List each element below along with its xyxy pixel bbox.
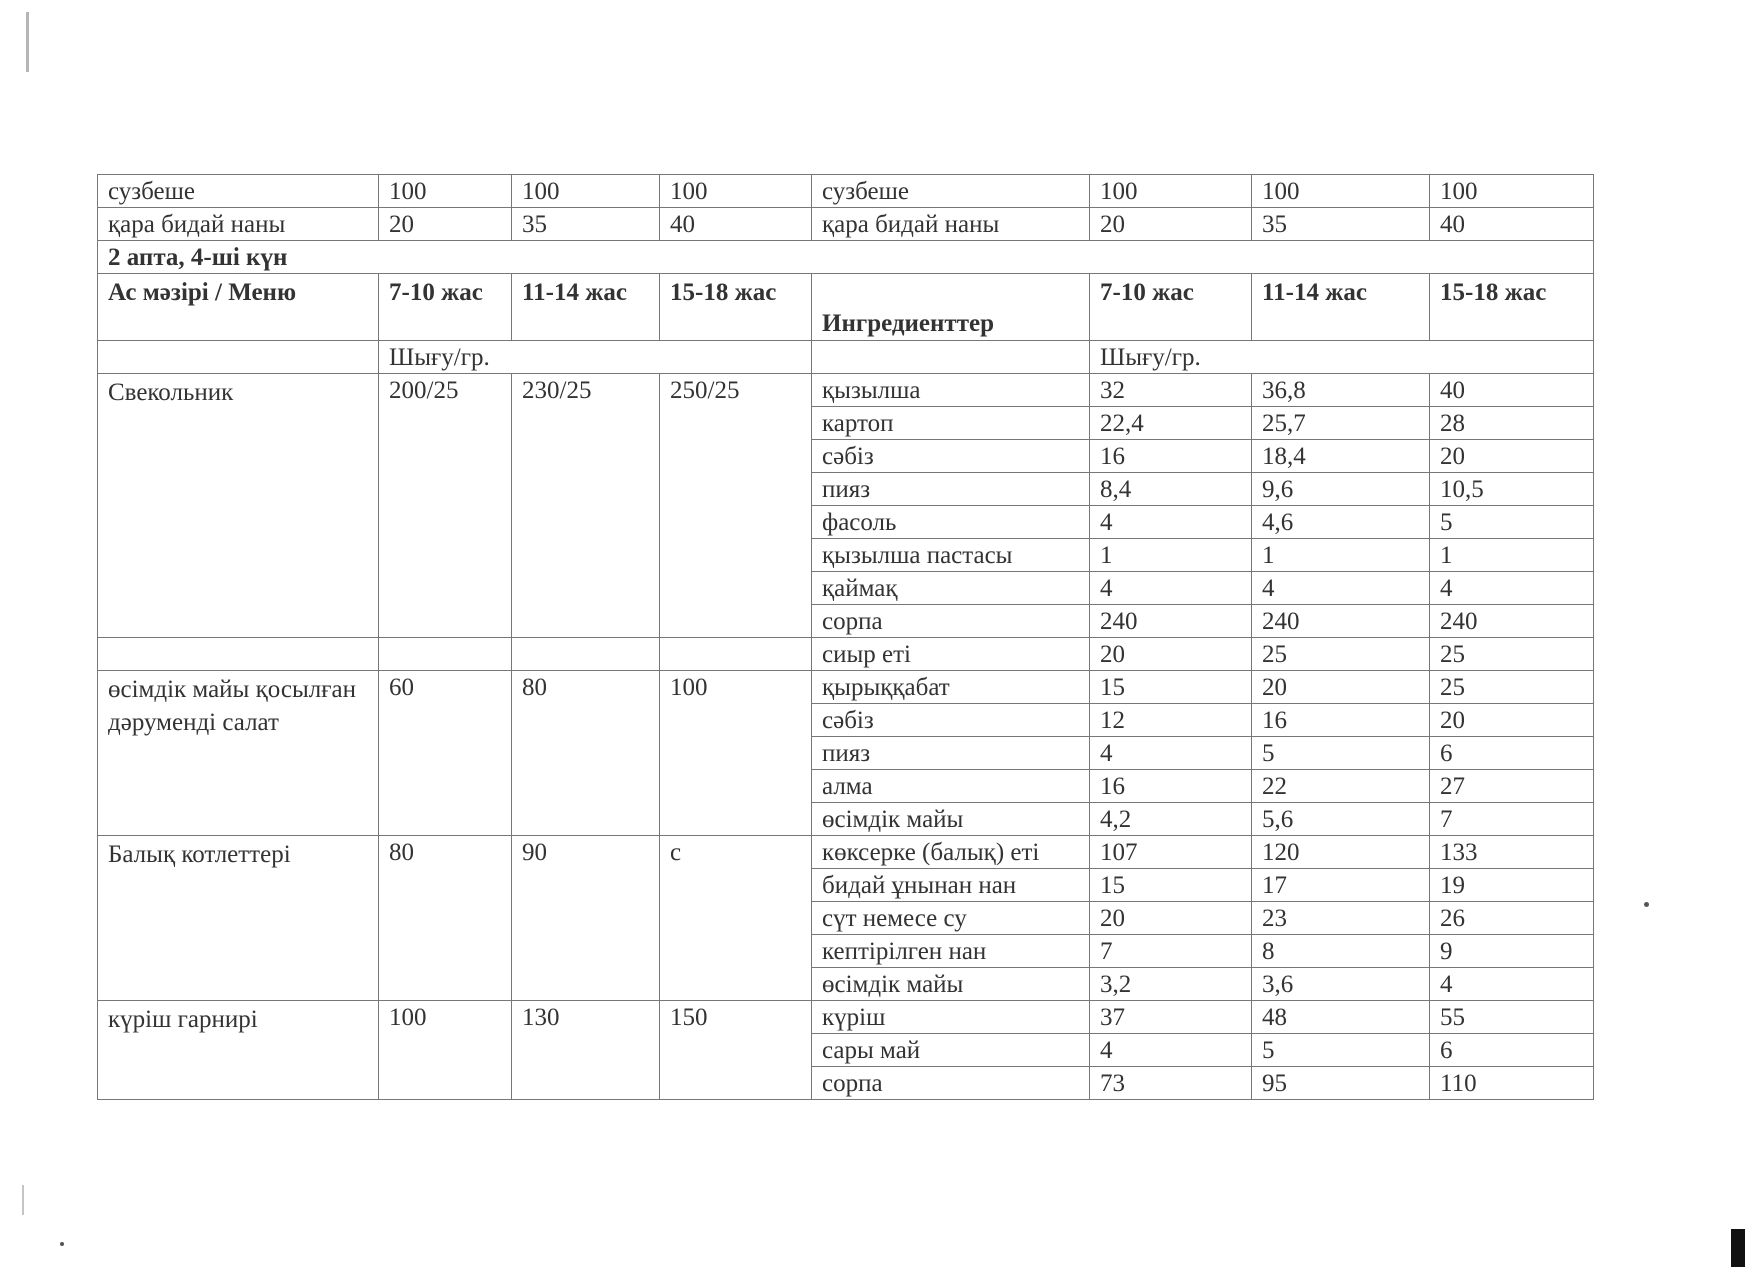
ingredient-7-10-cell: 16 xyxy=(1090,440,1252,473)
yield-15-18-cell: 150 xyxy=(660,1001,812,1100)
ingredient-7-10-cell: 100 xyxy=(1090,175,1252,208)
ingredient-name-cell: қызылша пастасы xyxy=(812,539,1090,572)
header-age-15-18: 15-18 жас xyxy=(660,274,812,341)
header-ingr-age-7-10: 7-10 жас xyxy=(1090,274,1252,341)
ingredient-11-14-cell: 36,8 xyxy=(1252,374,1430,407)
scan-speck xyxy=(60,1242,64,1246)
dish-name-cell: Балық котлеттері xyxy=(98,836,379,1001)
ingredient-11-14-cell: 9,6 xyxy=(1252,473,1430,506)
ingredient-11-14-cell: 22 xyxy=(1252,770,1430,803)
yield-7-10-cell: 20 xyxy=(379,208,512,241)
yield-11-14-cell xyxy=(512,638,660,671)
ingredient-11-14-cell: 95 xyxy=(1252,1067,1430,1100)
table-row xyxy=(98,175,1594,208)
section-title: 2 апта, 4-ші күн xyxy=(98,241,1594,274)
dish-name-cell: өсімдік майы қосылған дәруменді салат xyxy=(98,671,379,836)
ingredient-name-cell: сузбеше xyxy=(812,175,1090,208)
ingredient-7-10-cell: 15 xyxy=(1090,671,1252,704)
ingredient-7-10-cell: 15 xyxy=(1090,869,1252,902)
header-age-7-10: 7-10 жас xyxy=(379,274,512,341)
yield-7-10-cell: 100 xyxy=(379,1001,512,1100)
ingredient-7-10-cell: 3,2 xyxy=(1090,968,1252,1001)
yield-15-18-cell: 250/25 xyxy=(660,374,812,638)
yield-15-18-cell xyxy=(660,638,812,671)
ingredient-7-10-cell: 1 xyxy=(1090,539,1252,572)
ingredient-15-18-cell: 20 xyxy=(1430,440,1594,473)
ingredient-11-14-cell: 48 xyxy=(1252,1001,1430,1034)
ingredient-15-18-cell: 10,5 xyxy=(1430,473,1594,506)
ingredient-15-18-cell: 55 xyxy=(1430,1001,1594,1034)
ingredient-11-14-cell: 25,7 xyxy=(1252,407,1430,440)
section-title-row xyxy=(98,241,1594,274)
header-ingredients: Ингредиенттер xyxy=(812,274,1090,341)
ingredient-7-10-cell: 8,4 xyxy=(1090,473,1252,506)
yield-7-10-cell: 100 xyxy=(379,175,512,208)
header-ingr-age-11-14: 11-14 жас xyxy=(1252,274,1430,341)
scan-corner-mark xyxy=(1731,1229,1745,1267)
ingredient-11-14-cell: 100 xyxy=(1252,175,1430,208)
ingredient-11-14-cell: 25 xyxy=(1252,638,1430,671)
ingredient-7-10-cell: 12 xyxy=(1090,704,1252,737)
yield-7-10-cell: 80 xyxy=(379,836,512,1001)
ingredient-7-10-cell: 20 xyxy=(1090,902,1252,935)
ingredient-7-10-cell: 22,4 xyxy=(1090,407,1252,440)
ingredient-11-14-cell: 17 xyxy=(1252,869,1430,902)
ingredient-15-18-cell: 40 xyxy=(1430,208,1594,241)
ingredient-11-14-cell: 5 xyxy=(1252,1034,1430,1067)
ingredient-15-18-cell: 6 xyxy=(1430,1034,1594,1067)
dish-name-cell xyxy=(98,638,379,671)
menu-table xyxy=(97,174,1594,1100)
ingredient-15-18-cell: 28 xyxy=(1430,407,1594,440)
yield-15-18-cell: с xyxy=(660,836,812,1001)
ingredient-15-18-cell: 25 xyxy=(1430,638,1594,671)
ingredient-name-cell: сиыр еті xyxy=(812,638,1090,671)
ingredient-15-18-cell: 4 xyxy=(1430,968,1594,1001)
ingredient-name-cell: сәбіз xyxy=(812,704,1090,737)
header-row xyxy=(98,274,1594,341)
ingredient-15-18-cell: 20 xyxy=(1430,704,1594,737)
ingredient-15-18-cell: 110 xyxy=(1430,1067,1594,1100)
ingredient-name-cell: сәбіз xyxy=(812,440,1090,473)
yield-label-row xyxy=(98,341,1594,374)
ingredient-7-10-cell: 4 xyxy=(1090,737,1252,770)
ingredient-name-cell: сорпа xyxy=(812,1067,1090,1100)
ingredient-name-cell: өсімдік майы xyxy=(812,803,1090,836)
ingredient-name-cell: қара бидай наны xyxy=(812,208,1090,241)
header-age-11-14: 11-14 жас xyxy=(512,274,660,341)
yield-7-10-cell: 200/25 xyxy=(379,374,512,638)
ingredient-7-10-cell: 20 xyxy=(1090,208,1252,241)
yield-11-14-cell: 100 xyxy=(512,175,660,208)
header-menu: Ас мәзірі / Меню xyxy=(98,274,379,341)
ingredient-15-18-cell: 40 xyxy=(1430,374,1594,407)
yield-15-18-cell: 100 xyxy=(660,175,812,208)
yield-7-10-cell: 60 xyxy=(379,671,512,836)
ingredient-7-10-cell: 7 xyxy=(1090,935,1252,968)
dish-name-cell: қара бидай наны xyxy=(98,208,379,241)
scan-edge-mark xyxy=(22,1185,24,1215)
yield-label-ingredients: Шығу/гр. xyxy=(1090,341,1594,374)
empty-cell xyxy=(812,341,1090,374)
dish-name-cell: күріш гарнирі xyxy=(98,1001,379,1100)
table-row xyxy=(98,374,1594,407)
table-row xyxy=(98,836,1594,869)
ingredient-11-14-cell: 4 xyxy=(1252,572,1430,605)
ingredient-15-18-cell: 1 xyxy=(1430,539,1594,572)
ingredient-7-10-cell: 20 xyxy=(1090,638,1252,671)
empty-cell xyxy=(98,341,379,374)
ingredient-11-14-cell: 3,6 xyxy=(1252,968,1430,1001)
ingredient-name-cell: сорпа xyxy=(812,605,1090,638)
yield-11-14-cell: 130 xyxy=(512,1001,660,1100)
header-ingr-age-15-18: 15-18 жас xyxy=(1430,274,1594,341)
ingredient-name-cell: сары май xyxy=(812,1034,1090,1067)
ingredient-11-14-cell: 8 xyxy=(1252,935,1430,968)
ingredient-11-14-cell: 120 xyxy=(1252,836,1430,869)
ingredient-15-18-cell: 27 xyxy=(1430,770,1594,803)
ingredient-15-18-cell: 7 xyxy=(1430,803,1594,836)
ingredient-11-14-cell: 18,4 xyxy=(1252,440,1430,473)
ingredient-name-cell: қаймақ xyxy=(812,572,1090,605)
ingredient-7-10-cell: 73 xyxy=(1090,1067,1252,1100)
ingredient-name-cell: кептірілген нан xyxy=(812,935,1090,968)
ingredient-15-18-cell: 9 xyxy=(1430,935,1594,968)
table-row xyxy=(98,638,1594,671)
ingredient-15-18-cell: 26 xyxy=(1430,902,1594,935)
yield-11-14-cell: 230/25 xyxy=(512,374,660,638)
yield-15-18-cell: 40 xyxy=(660,208,812,241)
ingredient-15-18-cell: 5 xyxy=(1430,506,1594,539)
yield-11-14-cell: 35 xyxy=(512,208,660,241)
table-row xyxy=(98,208,1594,241)
scan-edge-mark xyxy=(26,12,29,72)
ingredient-name-cell: күріш xyxy=(812,1001,1090,1034)
ingredient-name-cell: пияз xyxy=(812,737,1090,770)
ingredient-15-18-cell: 25 xyxy=(1430,671,1594,704)
yield-7-10-cell xyxy=(379,638,512,671)
ingredient-7-10-cell: 32 xyxy=(1090,374,1252,407)
ingredient-11-14-cell: 23 xyxy=(1252,902,1430,935)
table-row xyxy=(98,671,1594,704)
ingredient-15-18-cell: 240 xyxy=(1430,605,1594,638)
table-row xyxy=(98,1001,1594,1034)
ingredient-name-cell: көксерке (балық) еті xyxy=(812,836,1090,869)
ingredient-15-18-cell: 133 xyxy=(1430,836,1594,869)
ingredient-name-cell: бидай ұнынан нан xyxy=(812,869,1090,902)
ingredient-11-14-cell: 16 xyxy=(1252,704,1430,737)
ingredient-name-cell: алма xyxy=(812,770,1090,803)
ingredient-name-cell: сүт немесе су xyxy=(812,902,1090,935)
yield-label: Шығу/гр. xyxy=(379,341,812,374)
ingredient-7-10-cell: 4,2 xyxy=(1090,803,1252,836)
ingredient-11-14-cell: 35 xyxy=(1252,208,1430,241)
ingredient-15-18-cell: 19 xyxy=(1430,869,1594,902)
yield-15-18-cell: 100 xyxy=(660,671,812,836)
ingredient-7-10-cell: 4 xyxy=(1090,1034,1252,1067)
ingredient-15-18-cell: 4 xyxy=(1430,572,1594,605)
scan-speck xyxy=(1644,902,1649,907)
ingredient-15-18-cell: 100 xyxy=(1430,175,1594,208)
ingredient-11-14-cell: 240 xyxy=(1252,605,1430,638)
ingredient-7-10-cell: 16 xyxy=(1090,770,1252,803)
ingredient-7-10-cell: 4 xyxy=(1090,506,1252,539)
ingredient-name-cell: фасоль xyxy=(812,506,1090,539)
ingredient-name-cell: картоп xyxy=(812,407,1090,440)
yield-11-14-cell: 90 xyxy=(512,836,660,1001)
ingredient-11-14-cell: 4,6 xyxy=(1252,506,1430,539)
ingredient-15-18-cell: 6 xyxy=(1430,737,1594,770)
ingredient-11-14-cell: 20 xyxy=(1252,671,1430,704)
ingredient-name-cell: өсімдік майы xyxy=(812,968,1090,1001)
ingredient-7-10-cell: 240 xyxy=(1090,605,1252,638)
ingredient-11-14-cell: 1 xyxy=(1252,539,1430,572)
dish-name-cell: Свекольник xyxy=(98,374,379,638)
ingredient-7-10-cell: 4 xyxy=(1090,572,1252,605)
dish-name-cell: сузбеше xyxy=(98,175,379,208)
ingredient-7-10-cell: 37 xyxy=(1090,1001,1252,1034)
ingredient-name-cell: қырыққабат xyxy=(812,671,1090,704)
ingredient-7-10-cell: 107 xyxy=(1090,836,1252,869)
ingredient-11-14-cell: 5 xyxy=(1252,737,1430,770)
ingredient-name-cell: қызылша xyxy=(812,374,1090,407)
ingredient-name-cell: пияз xyxy=(812,473,1090,506)
yield-11-14-cell: 80 xyxy=(512,671,660,836)
ingredient-11-14-cell: 5,6 xyxy=(1252,803,1430,836)
